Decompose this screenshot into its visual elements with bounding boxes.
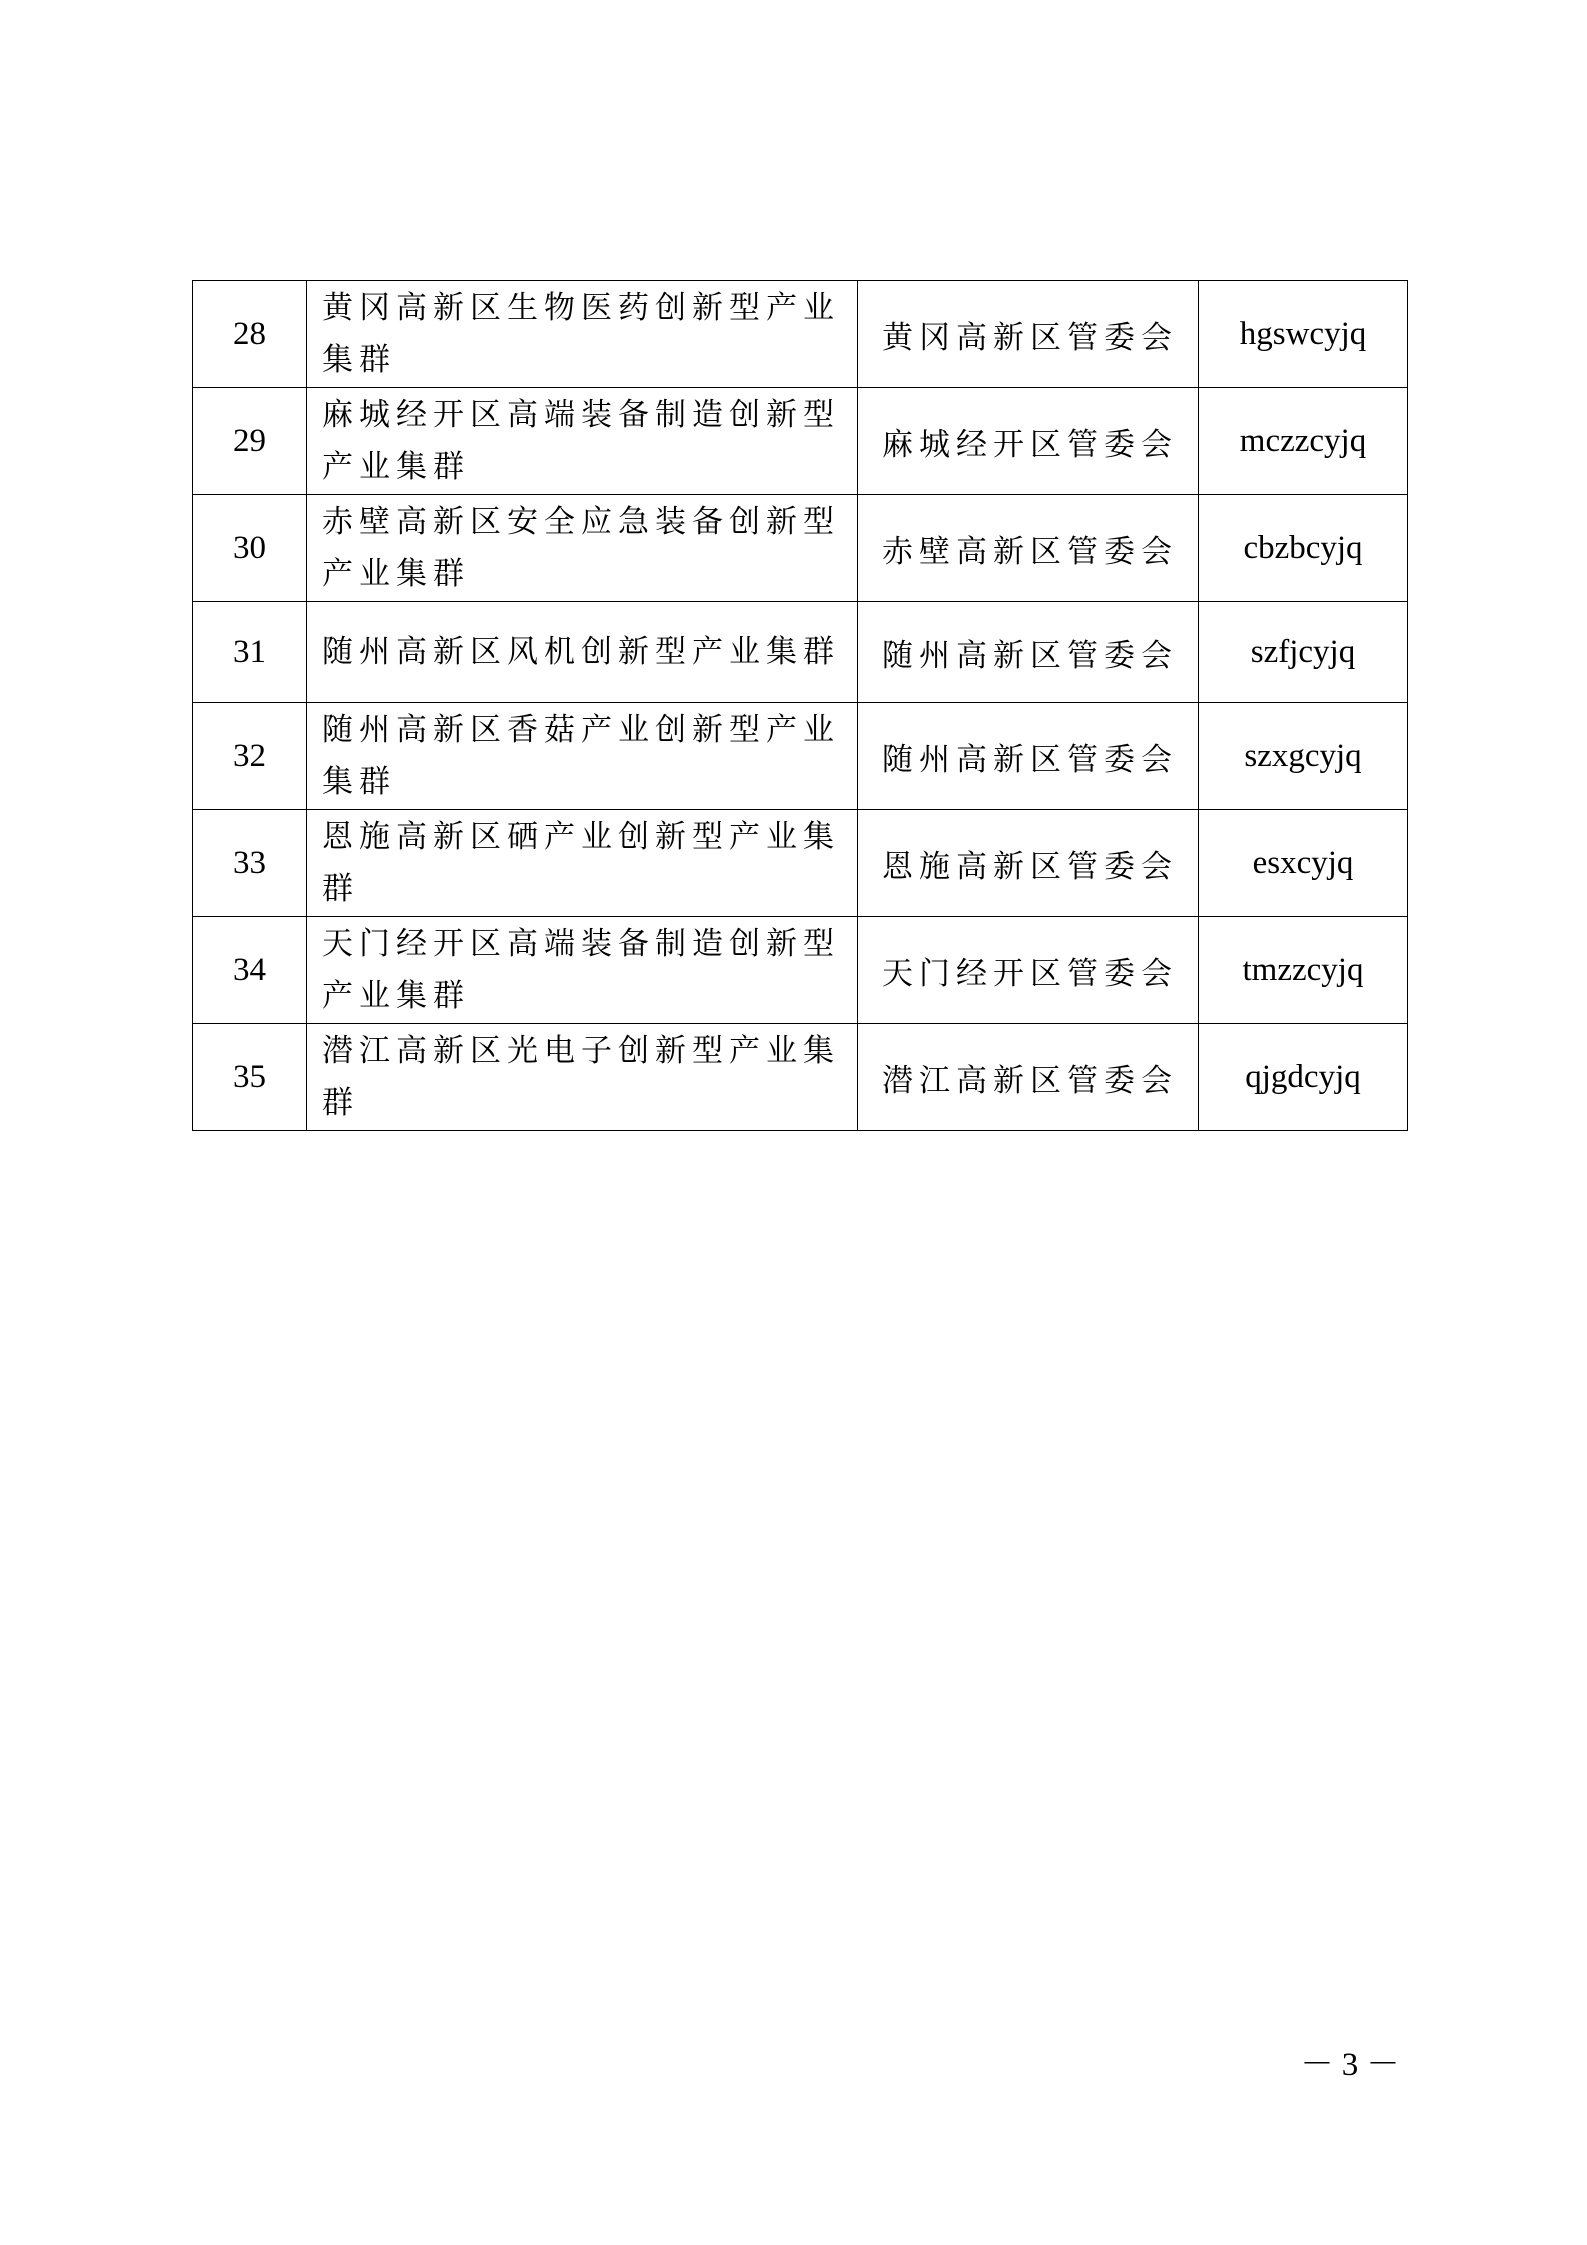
- table-row: [193, 1024, 1408, 1131]
- cluster-code: cbzbcyjq: [1199, 495, 1408, 602]
- cluster-name: 恩施高新区硒产业创新型产业集群: [307, 810, 858, 917]
- table-row: [193, 917, 1408, 1024]
- table-row: [193, 703, 1408, 810]
- table-row: [193, 495, 1408, 602]
- managing-organization: 黄冈高新区管委会: [858, 281, 1199, 388]
- cluster-code: qjgdcyjq: [1199, 1024, 1408, 1131]
- cluster-table-container: [192, 280, 1407, 1131]
- managing-organization: 赤壁高新区管委会: [858, 495, 1199, 602]
- row-number: 31: [193, 602, 307, 703]
- managing-organization: 随州高新区管委会: [858, 703, 1199, 810]
- managing-organization: 随州高新区管委会: [858, 602, 1199, 703]
- row-number: 34: [193, 917, 307, 1024]
- row-number: 28: [193, 281, 307, 388]
- row-number: 35: [193, 1024, 307, 1131]
- page-number: － 3 －: [1300, 2047, 1400, 2083]
- cluster-table: [192, 280, 1408, 1131]
- cluster-name: 随州高新区风机创新型产业集群: [307, 602, 858, 703]
- cluster-name: 赤壁高新区安全应急装备创新型产业集群: [307, 495, 858, 602]
- row-number: 32: [193, 703, 307, 810]
- row-number: 33: [193, 810, 307, 917]
- row-number: 29: [193, 388, 307, 495]
- managing-organization: 恩施高新区管委会: [858, 810, 1199, 917]
- cluster-name: 天门经开区高端装备制造创新型产业集群: [307, 917, 858, 1024]
- managing-organization: 潜江高新区管委会: [858, 1024, 1199, 1131]
- cluster-name: 随州高新区香菇产业创新型产业集群: [307, 703, 858, 810]
- cluster-name: 麻城经开区高端装备制造创新型产业集群: [307, 388, 858, 495]
- table-row: [193, 388, 1408, 495]
- managing-organization: 天门经开区管委会: [858, 917, 1199, 1024]
- table-row: [193, 810, 1408, 917]
- cluster-code: szfjcyjq: [1199, 602, 1408, 703]
- cluster-code: mczzcyjq: [1199, 388, 1408, 495]
- row-number: 30: [193, 495, 307, 602]
- table-row: [193, 602, 1408, 703]
- managing-organization: 麻城经开区管委会: [858, 388, 1199, 495]
- cluster-code: szxgcyjq: [1199, 703, 1408, 810]
- cluster-name: 潜江高新区光电子创新型产业集群: [307, 1024, 858, 1131]
- cluster-code: esxcyjq: [1199, 810, 1408, 917]
- cluster-code: tmzzcyjq: [1199, 917, 1408, 1024]
- cluster-name: 黄冈高新区生物医药创新型产业集群: [307, 281, 858, 388]
- table-row: [193, 281, 1408, 388]
- cluster-code: hgswcyjq: [1199, 281, 1408, 388]
